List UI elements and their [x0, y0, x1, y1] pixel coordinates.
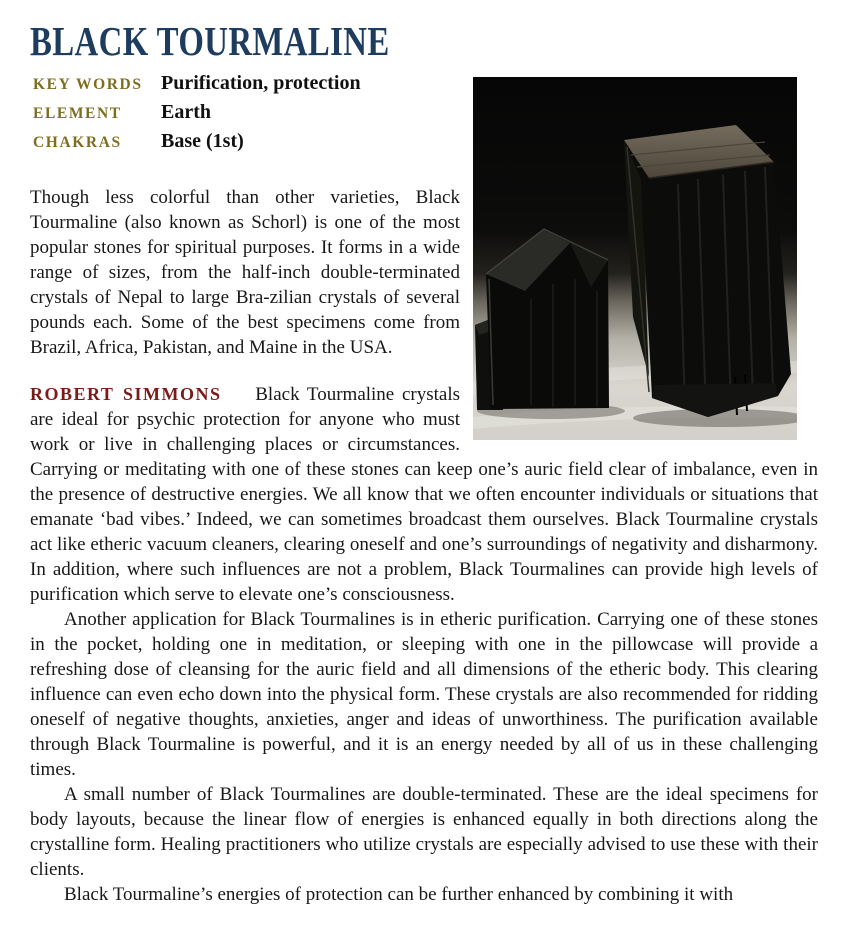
intro-paragraph: Though less colorful than other varieties, Black Tourmaline (also known as Schorl) is one of the most popular stones for spiritual purposes. It forms in a wide range of sizes, from the half-inch double-terminated crystals of Nepal to large Bra-zilian crystals of several pounds each. Some of the best specimens come from Brazil, Africa, Pakistan, and Maine in the USA. — [30, 187, 460, 358]
body-paragraph: A small number of Black Tourmalines are double-terminated. These are the ideal specimens for body layouts, because the linear flow of energies is enhanced equally in both directions along the crystalline form. Healing practitioners who utilize crystals are especially advised to use these with their clients. — [30, 784, 818, 880]
crystals-photo — [473, 77, 797, 440]
author-name: ROBERT SIMMONS — [30, 384, 222, 404]
property-value: Purification, protection — [161, 72, 361, 94]
property-label: CHAKRAS — [33, 134, 122, 151]
property-label: KEY WORDS — [33, 76, 143, 93]
property-value: Base (1st) — [161, 130, 244, 152]
property-value: Earth — [161, 101, 211, 123]
author-paragraph-text: Black Tourmaline crystals are ideal for psychic protection for anyone who must work or live in challenging places or circumstances. Carrying or meditating with one of these stones can keep one’s auric field clear of imbalance, even in the presence of destructive energies. We all know that we often encounter individuals or situations that emanate ‘bad vibes.’ Indeed, we can sometimes broadcast them ourselves. Black Tourmaline crystals act like etheric vacuum cleaners, clearing oneself and one’s surroundings of negativity and disharmony. In addition, where such influences are not a problem, Black Tourmalines can provide high levels of purification which serve to elevate one’s consciousness. — [30, 384, 818, 605]
body-paragraph-truncated: Black Tourmaline’s energies of protection can be further enhanced by combining it with — [64, 884, 734, 905]
body-paragraph: Another application for Black Tourmalines is in etheric purification. Carrying one of these stones in the pocket, holding one in meditation, or sleeping with one in the pillowcase will provide a refreshing dose of cleansing for the auric field and all dimensions of the etheric body. This clearing influence can even echo down into the physical form. These crystals are also recommended for ridding oneself of negative thoughts, anxieties, anger and ideas of unworthiness. The purification available through Black Tourmaline is powerful, and it is an energy needed by all of us in these challenging times. — [30, 609, 818, 780]
page-title: BLACK TOURMALINE — [30, 18, 390, 64]
property-label: ELEMENT — [33, 105, 122, 122]
